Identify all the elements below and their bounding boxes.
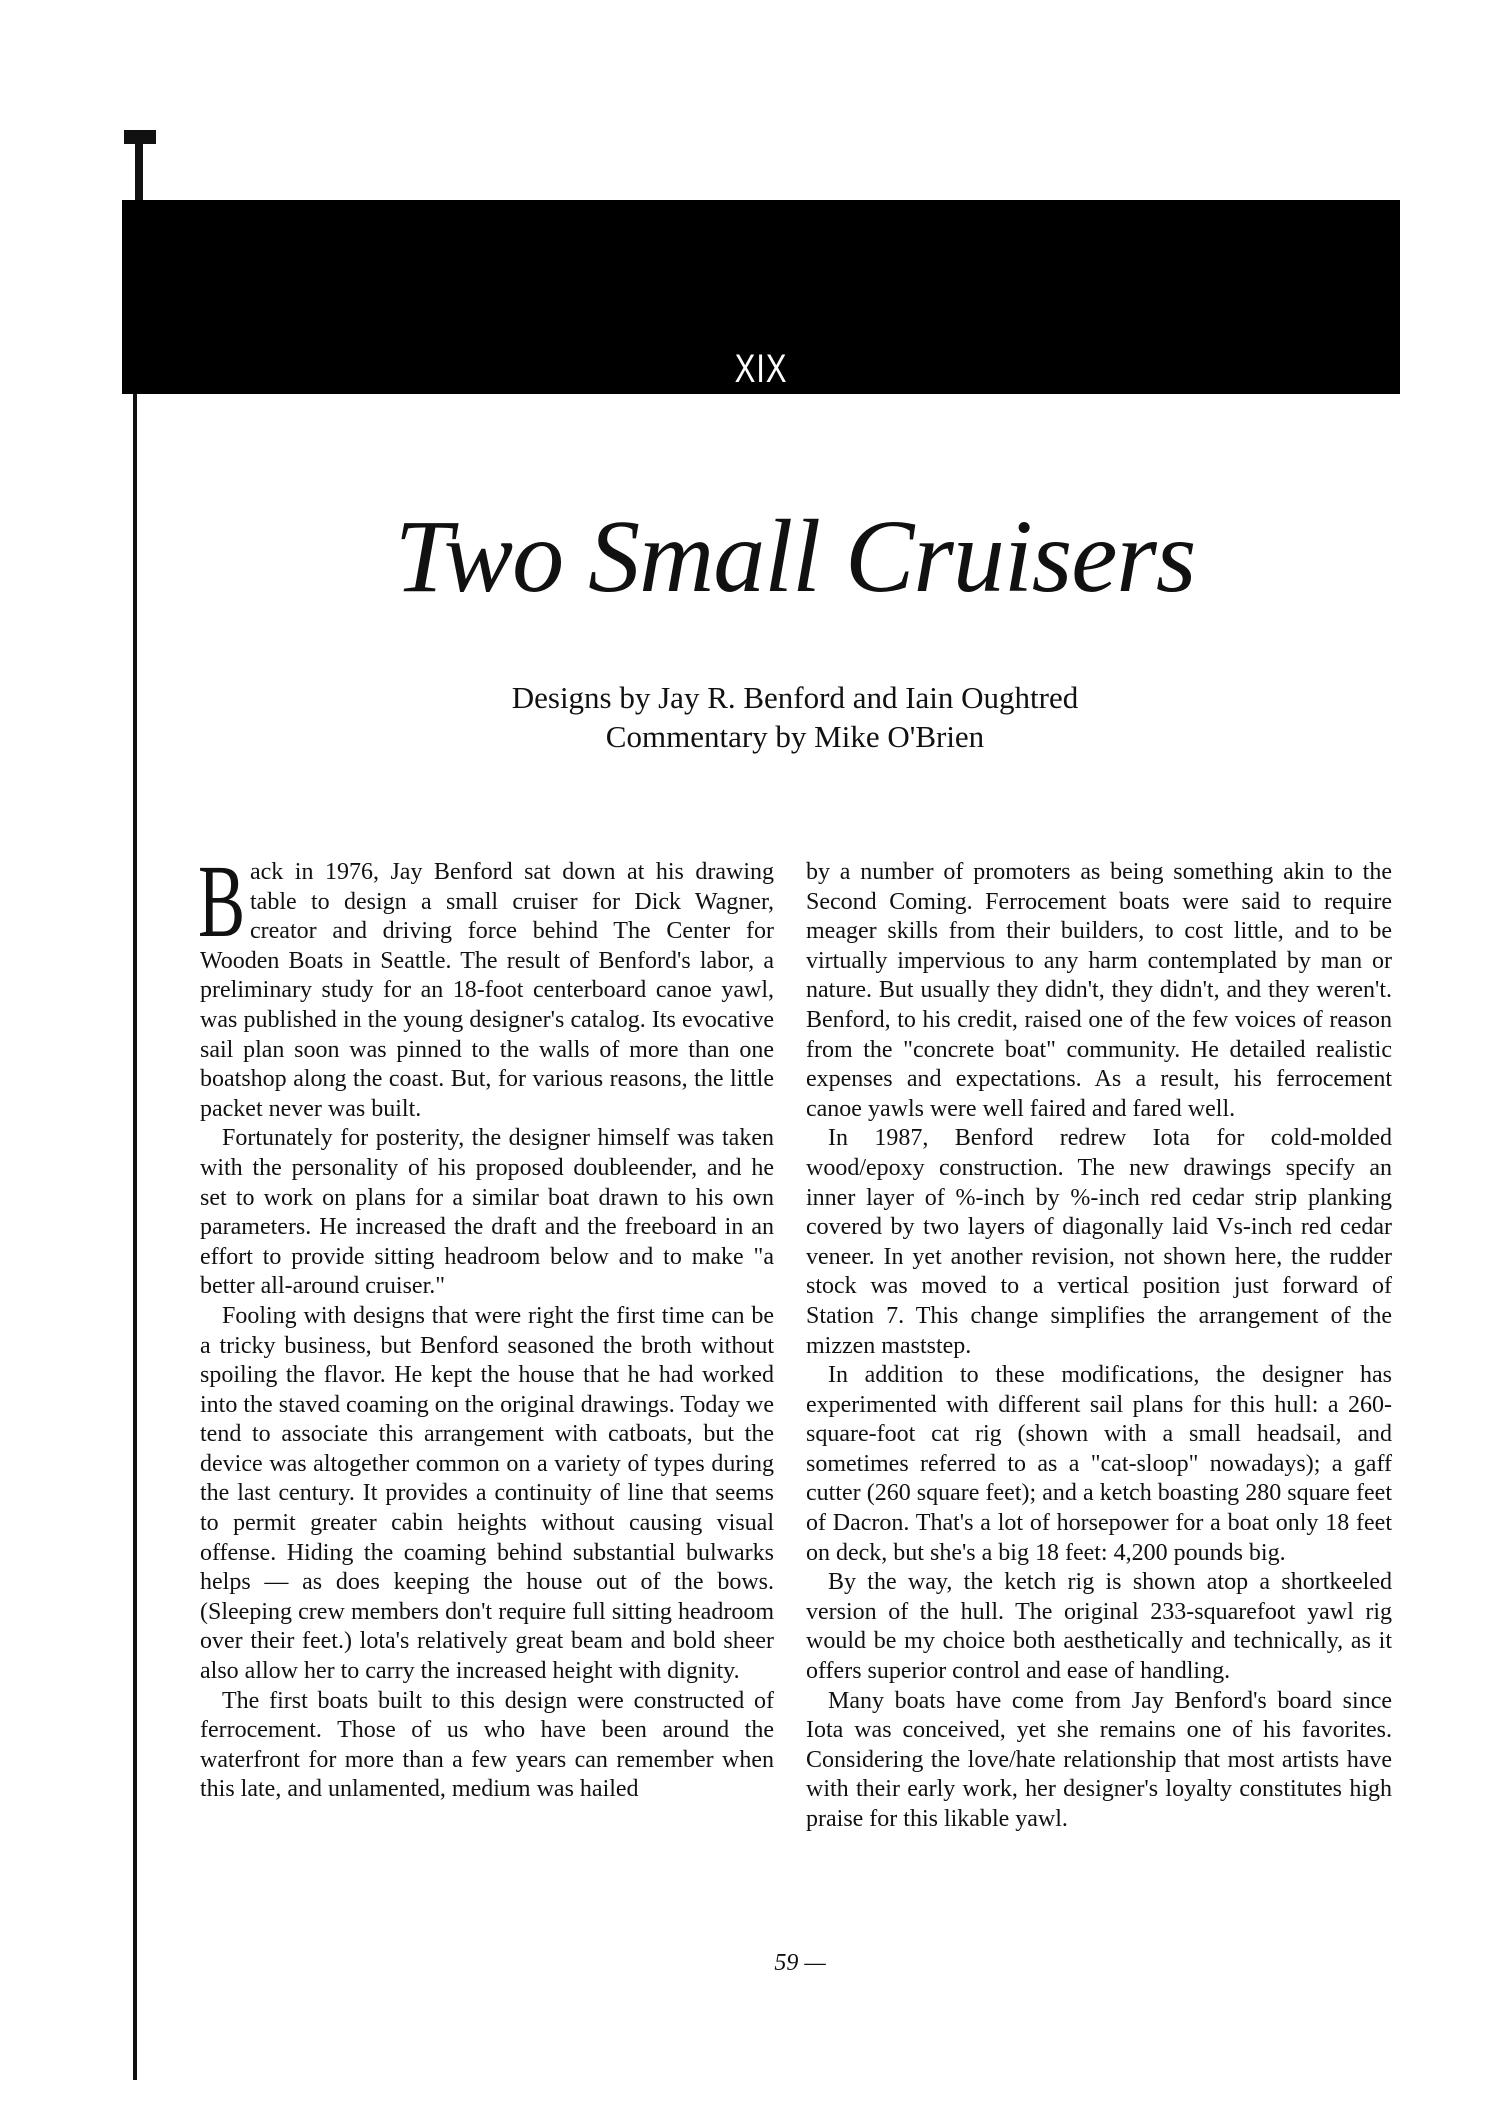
corner-mark-stem [135, 130, 143, 202]
paragraph: By the way, the ketch rig is shown atop a shortkeeled version of the hull. The original 233-squarefoot yawl rig would be my choice both aesthetically and technically, as it offers superior control and ease of handling. [806, 1569, 1392, 1685]
byline [200, 678, 1390, 756]
paragraph: Fooling with designs that were right the first time can be a tricky business, but Benford seasoned the broth without spoiling the flavor. He kept the house that he had worked into the staved coaming on the original drawings. Today we tend to associate this arrangement with catboats, but the device was altogether common on a variety of types during the last century. It provides a continuity of line that seems to permit greater cabin heights without causing visual offense. Hiding the coaming behind substantial bulwarks helps — as does keeping the house out of the bows. (Sleeping crew members don't require full sitting headroom over their feet.) lota's relatively great beam and bold sheer also allow her to carry the increased height with dignity. [200, 1302, 774, 1685]
body-column-left [198, 844, 774, 1805]
paragraph: The first boats built to this design were constructed of ferrocement. Those of us who have been around the waterfront for more than a few years can remember when this late, and unlamented, medium was hailed [200, 1687, 774, 1803]
paragraph: Fortunately for posterity, the designer himself was taken with the personality of his proposed doubleender, and he set to work on plans for a similar boat drawn to his own parameters. He increased the draft and the freeboard in an effort to provide sitting headroom below and to make "a better all-around cruiser." [200, 1125, 774, 1300]
chapter-banner [122, 200, 1400, 394]
body-column-right [806, 858, 1392, 1835]
byline-commentary: Commentary by Mike O'Brien [605, 719, 985, 754]
paragraph: Many boats have come from Jay Benford's board since Iota was conceived, yet she remains one of his favorites. Considering the love/hate relationship that most artists have with their early work, her designer's loyalty constitutes high praise for this likable yawl. [806, 1687, 1392, 1832]
vertical-rule [133, 200, 137, 2080]
paragraph [198, 844, 774, 1124]
page-number: 59 — [774, 1950, 826, 1976]
paragraph: In addition to these modifications, the designer has experimented with different sail plans for this hull: a 260-square-foot cat rig (shown with a small headsail, and sometimes referred to as a "cat-sloop" nowadays); a gaff cutter (260 square feet); and a ketch boasting 280 square feet of Dacron. That's a lot of horsepower for a boat only 18 feet on deck, but she's a big 18 feet: 4,200 pounds big. [806, 1362, 1392, 1566]
paragraph: by a number of promoters as being something akin to the Second Coming. Ferrocement boats were said to require meager skills from their builders, to cost little, and to be virtually impervious to any harm contemplated by man or nature. But usually they didn't, they didn't, and they weren't. Benford, to his credit, raised one of the few voices of reason from the "concrete boat" community. He detailed realistic expenses and expectations. As a result, his ferrocement canoe yawls were well faired and fared well. [806, 859, 1392, 1122]
paragraph: In 1987, Benford redrew Iota for cold-molded wood/epoxy construction. The new drawings specify an inner layer of %-inch by %-inch red cedar strip planking covered by two layers of diagonally laid Vs-inch red cedar veneer. In yet another revision, not shown here, the rudder stock was moved to a vertical position just forward of Station 7. This change simplifies the arrangement of the mizzen maststep. [806, 1125, 1392, 1359]
page-title: Two Small Cruisers [394, 499, 1196, 614]
chapter-number: XIX [734, 347, 788, 391]
paragraph-text: ack in 1976, Jay Benford sat down at his drawing table to design a small cruiser for Dick Wagner, creator and driving force behind The Center for Wooden Boats in Seattle. The result of Benford's labor, a preliminary study for an 18-foot centerboard canoe yawl, was published in the young designer's catalog. Its evocative sail plan soon was pinned to the walls of more than one boatshop along the coast. But, for various reasons, the little packet never was built. [200, 859, 774, 1122]
drop-cap: B [198, 844, 246, 959]
byline-designs: Designs by Jay R. Benford and Iain Oughtred [511, 680, 1079, 715]
